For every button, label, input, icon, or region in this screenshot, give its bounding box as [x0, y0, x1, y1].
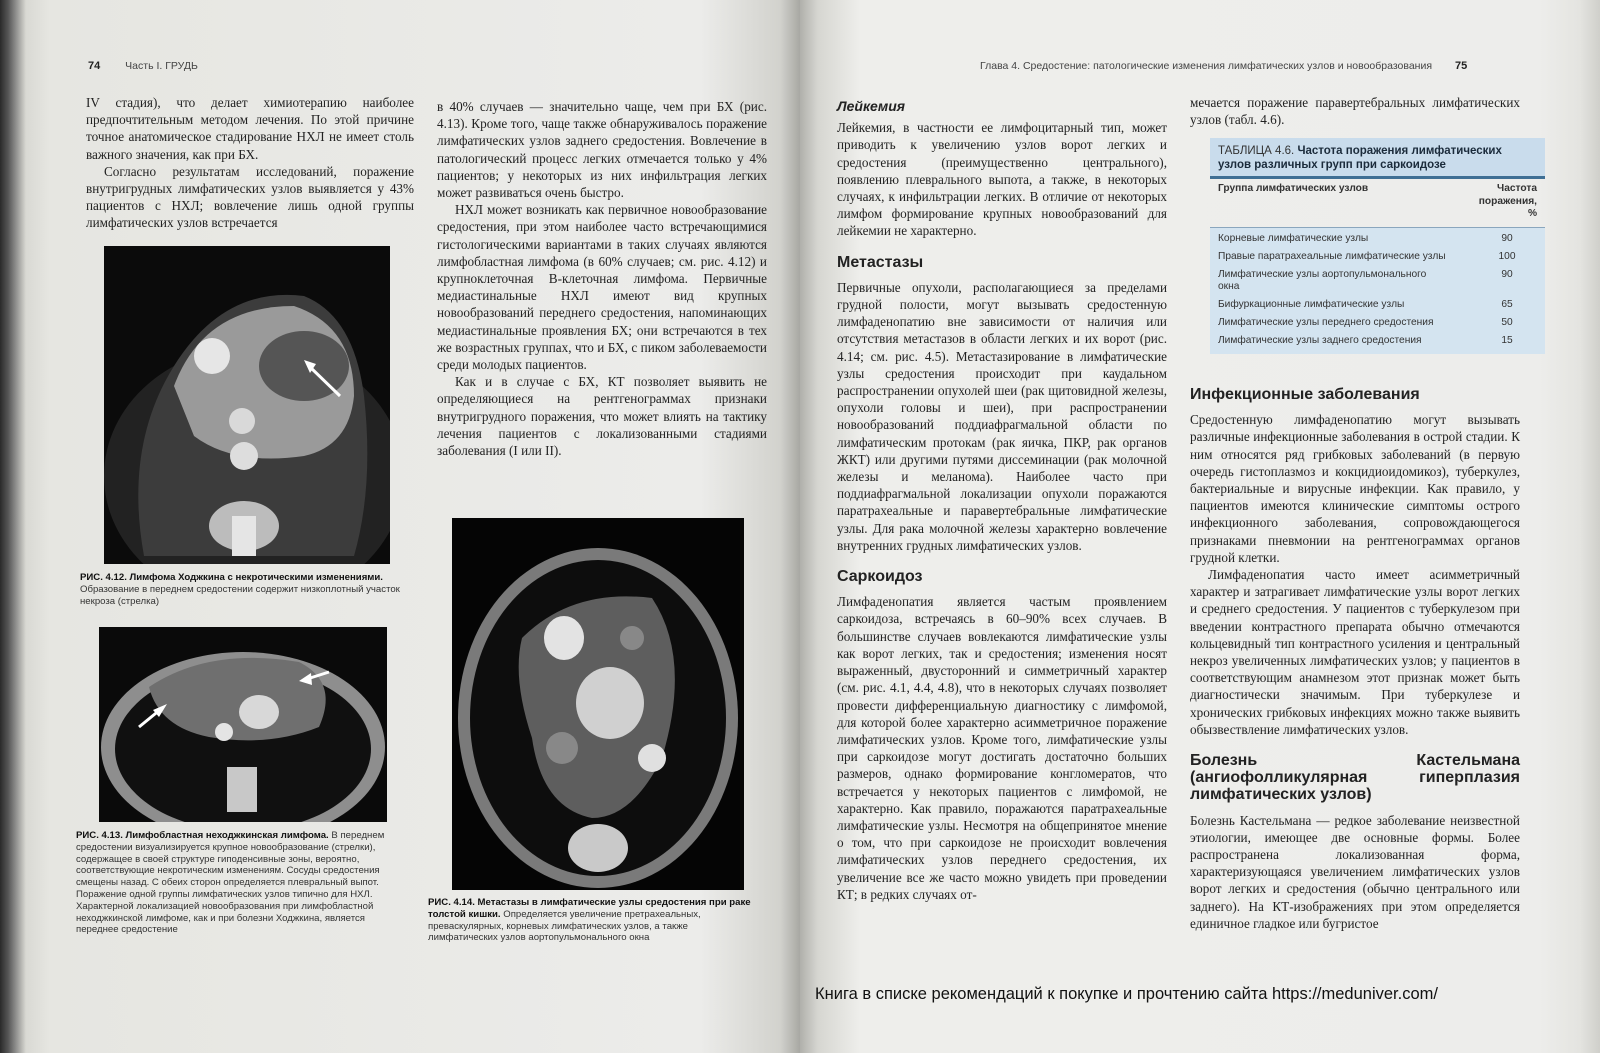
- paragraph: Первичные опухоли, располагающиеся за пределами грудной полости, могут вызывать средостенную лимфаденопатию вне зависимости от наличия или отсутствия метастазов в области легких и их ворот (рис. 4.14; см. рис. 4.5). Метастазирование в лимфатические узлы средостения происходит при каудальном распространении опухолей шеи (рак щитовидной железы, опухоли головы и шеи), при распространении новообразований поддиафрагмальной области по лимфатическим протокам (рак яичка, ПКР, рак органов ЖКТ) или другими путями диссеминации (рак молочной железы и меланома). Наиболее часто при поддиафрагмальной локализации опухоли поражаются паратрахеальные и паравертебральные лимфатические узлы. Для рака молочной железы характерно вовлечение внутренних грудных лимфатических узлов.: [837, 279, 1167, 553]
- table-cell-group: Лимфатические узлы заднего средостения: [1218, 334, 1422, 346]
- paragraph: Лейкемия, в частности ее лимфоцитарный тип, может приводить к увеличению узлов ворот легких и средостения (преимущественно центрального), появлению плеврального выпота, а также, в некоторых случаях, к инфильтрации легких. В отличие от некоторых лимфом формирование крупных новообразований для лейкемии не характерно.: [837, 120, 1167, 239]
- section-heading-infections: Инфекционные заболевания: [1190, 386, 1420, 403]
- table-4-6: [1210, 138, 1545, 354]
- table-row: [1210, 230, 1545, 248]
- figure-4-13-caption: [76, 830, 406, 936]
- section-heading-castleman: Болезнь Кастельмана (ангиофолликулярная гиперплазия лимфатических узлов): [1190, 752, 1520, 804]
- right-running-title: Глава 4. Средостение: патологические изменения лимфатических узлов и новообразования: [980, 60, 1433, 72]
- table-number: ТАБЛИЦА 4.6.: [1218, 145, 1295, 157]
- table-cell-value: 90: [1501, 268, 1513, 280]
- figure-label: РИС. 4.13. Лимфобластная неходжкинская лимфома.: [76, 830, 329, 841]
- right-page-header: [980, 60, 1530, 72]
- table-row: [1210, 266, 1545, 296]
- table-header-frequency: Частота поражения, %: [1478, 183, 1537, 219]
- paragraph: IV стадия), что делает химиотерапию наиболее предпочтительным методом лечения. По этой причине точное анатомическое стадирование НХЛ не имеет столь важного значения, как при БХ.: [86, 95, 414, 162]
- table-row: [1210, 296, 1545, 314]
- caption-text: Определяется увеличение претрахеальных, преваскулярных, корневых лимфатических узлов, а также лимфатических узлов аортопульмонального окна: [428, 908, 701, 944]
- figure-4-12-ct-image: [104, 246, 390, 564]
- right-column-2-bottom: [1190, 382, 1520, 932]
- figure-4-14-ct-image: [452, 518, 744, 890]
- figure-4-14-caption: [428, 897, 758, 944]
- table-cell-value: 65: [1501, 298, 1513, 310]
- figure-4-13-ct-image: [99, 627, 387, 822]
- footer-note: Книга в списке рекомендаций к покупке и прочтению сайта https://meduniver.com/: [815, 985, 1438, 1003]
- table-cell-group: Правые паратрахеальные лимфатические узлы: [1218, 250, 1446, 262]
- table-title: Частота поражения лимфатических узлов различных групп при саркоидозе: [1218, 145, 1502, 171]
- paragraph: НХЛ может возникать как первичное новообразование средостения, при этом наиболее часто встречающимися гистологическими вариантами в таких случаях являются лимфобластная лимфома (в 60% случаев; см. рис. 4.12) и крупноклеточная В-клеточная лимфома. Первичные медиастинальные НХЛ имеют вид крупных новообразований переднего средостения, напоминающих медиастинальные проявления БХ; они встречаются в тех же возрастных группах, что и БХ, с пиком заболеваемости среди молодых пациентов.: [437, 202, 767, 373]
- right-page-number: 75: [1454, 60, 1468, 72]
- table-header-row: [1210, 179, 1545, 228]
- right-column-2-top: [1190, 94, 1520, 128]
- table-cell-value: 100: [1498, 250, 1516, 262]
- section-heading-metastases: Метастазы: [837, 253, 924, 271]
- paragraph: Согласно результатам исследований, поражение внутригрудных лимфатических узлов выявляется у 43% пациентов с НХЛ; вовлечение лишь одной группы лимфатических узлов встречается: [86, 163, 414, 231]
- section-heading-leukemia: Лейкемия: [837, 98, 905, 114]
- paragraph: Как и в случае с БХ, КТ позволяет выявить не определяющиеся на рентгенограммах признаки внутригрудного поражения, что может влиять на тактику лечения пациентов с локализованными стадиями заболевания (I или II).: [437, 374, 767, 459]
- table-row: [1210, 314, 1545, 332]
- table-row: [1210, 248, 1545, 266]
- caption-text: Образование в переднем средостении содержит низкоплотный участок некроза (стрелка): [80, 583, 400, 607]
- table-cell-group: Лимфатические узлы переднего средостения: [1218, 316, 1434, 328]
- table-cell-value: 50: [1501, 316, 1513, 328]
- left-page-number: 74: [88, 60, 101, 72]
- table-cell-value: 90: [1501, 232, 1513, 244]
- paragraph: Лимфаденопатия является частым проявлением саркоидоза, встречаясь в 60–90% всех случаев. В большинстве случаев вовлекаются лимфатические узлы как ворот легких, так и средостения; изменения носят выраженный, двусторонний и симметричный характер (см. рис. 4.1, 4.4, 4.8), что в некоторых случаях позволяет провести дифференциальную диагностику с лимфомой, для которой более характерно асимметричное поражение лимфатических узлов. Кроме того, лимфатические узлы при саркоидозе могут достигать достаточно больших размеров, однако формирование конгломератов, что встречается у некоторых пациентов с лимфомой, не характерно. Как правило, поражаются паратрахеальные лимфатические узлы. Несмотря на общепринятое мнение о том, что при саркоидозе не происходит вовлечения лимфатических узлов переднего средостения, их увеличение все же часто можно увидеть при проведении КТ; в редких случаях от-: [837, 594, 1167, 902]
- left-column-1: [86, 94, 414, 232]
- paragraph: Болезнь Кастельмана — редкое заболевание неизвестной этиологии, имеющее две основные формы. Более распространена локализованная форма, характеризующаяся увеличением лимфатических узлов ворот легких и средостения (обычно центрального или заднего). На КТ-изображениях при этом определяется единичное гладкое или бугристое: [1190, 812, 1520, 931]
- left-column-2: [437, 98, 767, 459]
- table-cell-group: Бифуркационные лимфатические узлы: [1218, 298, 1405, 310]
- table-caption: [1210, 138, 1545, 176]
- caption-text: В переднем средостении визуализируется крупное новообразование (стрелки), содержащее в своей структуре гиподенсивные зоны, вероятно, соответствующие некротическим изменениям. Сосуды средостения смещены назад. С обеих сторон определяется плевральный выпот. Поражение одной группы лимфатических узлов типично для НХЛ. Характерной локализацией новообразования при лимфобластной неходжкинской лимфоме, как и при болезни Ходжкина, является переднее средостение: [76, 830, 385, 936]
- left-page-header: [88, 60, 198, 72]
- table-body: [1210, 228, 1545, 354]
- table-header-group: Группа лимфатических узлов: [1218, 183, 1369, 194]
- paragraph: в 40% случаев — значительно чаще, чем при БХ (рис. 4.13). Кроме того, чаще также обнаруживалось поражение лимфатических узлов заднего средостения. Вовлечение в патологический процесс легких отмечается только у 4% пациентов; у некоторых из них инфильтрация легких может развиваться очень быстро.: [437, 99, 767, 201]
- paragraph: Средостенную лимфаденопатию могут вызывать различные инфекционные заболевания в острой стадии. К ним относятся ряд грибковых заболеваний (в первую очередь гистоплазмоз и кокцидиоидомикоз), туберкулез, бактериальные и вирусные инфекции. Как правило, у пациентов имеются клинические симптомы острого инфекционного заболевания, сопровождающегося признаками пневмонии на рентгенограммах органов грудной клетки.: [1190, 412, 1520, 565]
- left-running-title: Часть I. ГРУДЬ: [125, 60, 198, 72]
- figure-4-12-caption: [80, 572, 410, 607]
- table-cell-group: Лимфатические узлы аортопульмонального окна: [1218, 268, 1427, 292]
- paragraph: Лимфаденопатия часто имеет асимметричный характер и затрагивает лимфатические узлы ворот легких и среднего средостения. У пациентов с туберкулезом при введении контрастного препарата обычно отмечаются кольцевидный тип контрастного усиления и центральный некроз увеличенных лимфатических узлов; у пациентов в соответствующим анамнезом этот признак может быть диагностически значимым. При туберкулезе и хронических грибковых инфекциях можно также выявить обызвествление лимфатических узлов.: [1190, 567, 1520, 737]
- figure-label: РИС. 4.14. Метастазы в лимфатические узлы средостения при раке толстой кишки.: [428, 897, 751, 920]
- table-cell-group: Корневые лимфатические узлы: [1218, 232, 1369, 244]
- paragraph: мечается поражение паравертебральных лимфатических узлов (табл. 4.6).: [1190, 95, 1520, 128]
- right-column-1: [837, 98, 1167, 903]
- table-cell-value: 15: [1501, 334, 1513, 346]
- table-row: [1210, 332, 1545, 350]
- figure-label: РИС. 4.12. Лимфома Ходжкина с некротическими изменениями.: [80, 572, 383, 583]
- section-heading-sarcoidosis: Саркоидоз: [837, 568, 923, 586]
